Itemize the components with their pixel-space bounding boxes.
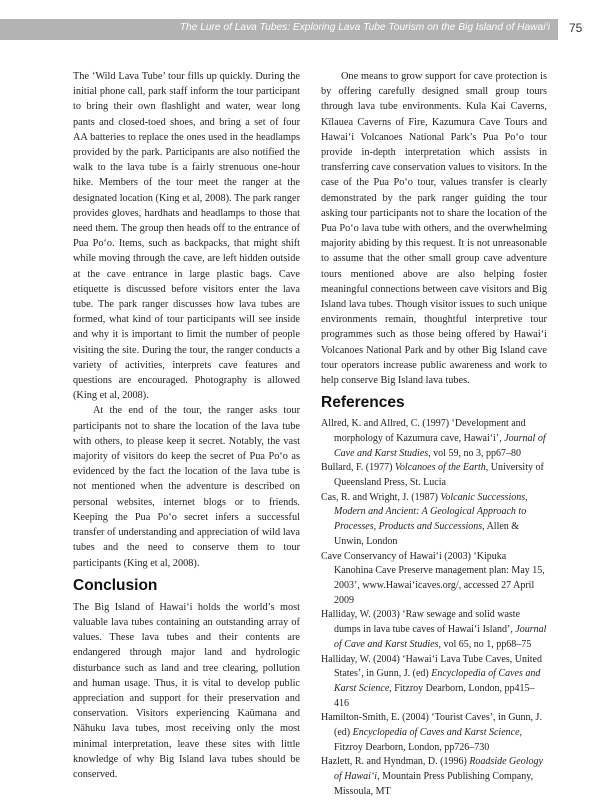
- reference-text: Halliday, W. (2004) ‘Hawai‘i Lava Tube Caves, United States’, in Gunn, J. (ed): [321, 653, 542, 680]
- body-paragraph: At the end of the tour, the ranger asks tour participants not to share the location of the lava tube with others, to please keep it secret. Notably, the vast majority of visitors do keep the secret of Pua Po‘o as evidenced by the fact the location of the lava tube is not mentioned when the adventure is described on personal websites, internet blogs or to friends. Keeping the Pua Po‘o secret infers a successful transfer of understanding and appreciation of wild lava tubes and the need to conserve them to tour participants (King et al, 2008).: [73, 405, 300, 569]
- reference-text: Cave Conservancy of Hawai‘i (2003) ‘Kipuka Kanohina Cave Preserve management plan: May 15, 2003’, www.Hawai‘icaves.org/, accessed 27 April 2009: [321, 550, 545, 606]
- reference-details: , Allen & Unwin, London: [334, 521, 520, 547]
- reference-title: Volcanoes of the Earth: [394, 462, 486, 474]
- conclusion-heading: Conclusion: [73, 576, 158, 594]
- reference-title: Journal of Cave and Karst Studies: [334, 624, 547, 650]
- body-paragraph: One means to grow support for cave protection is by offering carefully designed small group tours through lava tube environments. Kula Kai Caverns, Kīlauea Caverns of Fire, Kazumura Cave Tours and Hawai‘i Volcanoes National Park’s Pua Po‘o tour provide in-depth interpretation which assists in transferring cave conservation values to visitors. In the case of the Pua Po‘o tour, values transfer is clearly demonstrated by the park ranger guiding the tour asking tour participants not to share the location of the Pua Po‘o lava tube with others, and the overwhelming majority abiding by this request. It is not unreasonable to assume that the other small group cave adventure tours mentioned above are also helping foster meaningful connections between cave visitors and Big Island lava tubes. Though visitor issues to such unique environments remain, thoughtful interpretive tour programmes such as those being offered by Hawai‘i Volcanoes National Park and by other Big Island cave tour operators increase public awareness and work to help conserve Big Island lava tubes.: [321, 71, 547, 387]
- reference-item: [321, 417, 547, 461]
- reference-title: Encyclopedia of Caves and Karst Science: [334, 668, 541, 694]
- reference-text: Allred, K. and Allred, C. (1997) ‘Development and morphology of Kazumura cave, Hawai‘i’,: [321, 418, 526, 444]
- reference-details: , Mountain Press Publishing Company, Missoula, MT: [334, 771, 534, 797]
- reference-item: [321, 491, 547, 550]
- reference-details: , vol 65, no 1, pp68–75: [438, 638, 532, 650]
- right-column: [321, 69, 547, 800]
- references-heading: References: [321, 394, 405, 412]
- reference-item: [321, 711, 547, 755]
- reference-details: , Fitzroy Dearborn, London, pp726–730: [334, 727, 523, 753]
- reference-details: , University of Queensland Press, St. Lucia: [334, 462, 544, 489]
- running-header-bar: [0, 19, 558, 40]
- reference-title: Journal of Cave and Karst Studies: [334, 432, 546, 459]
- running-title: The Lure of Lava Tubes: Exploring Lava Tube Tourism on the Big Island of Hawai‘i: [179, 22, 550, 33]
- conclusion-paragraph: The Big Island of Hawai‘i holds the world’s most valuable lava tubes containing an outstanding array of values. These lava tubes and their contents are endangered through major land and hydrologic disturbance such as land and tree clearing, pollution and human usage. Thus, it is vital to develop public appreciation and support for their preservation and conservation. Visitors experiencing Kaūmana and Nāhuku lava tubes, most receiving only the most minimal interpretation, leave these sites with little knowledge of why Big Island lava tubes should be conserved.: [73, 601, 300, 780]
- reference-item: [321, 608, 547, 652]
- reference-details: , vol 59, no 3, pp67–80: [428, 447, 521, 459]
- reference-list: [321, 417, 547, 799]
- left-column: [73, 69, 300, 782]
- reference-text: Halliday, W. (2003) ‘Raw sewage and solid waste dumps in lava tube caves of Hawai‘i Island’,: [321, 609, 521, 636]
- page-number: 75: [569, 21, 583, 35]
- reference-text: Hazlett, R. and Hyndman, D. (1996): [321, 756, 470, 768]
- reference-item: [321, 653, 547, 712]
- reference-details: , Fitzroy Dearborn, London, pp415–416: [334, 682, 535, 709]
- reference-title: Encyclopedia of Caves and Karst Science: [352, 727, 520, 739]
- reference-item: [321, 550, 547, 609]
- reference-text: Hamilton-Smith, E. (2004) ‘Tourist Caves’, in Gunn, J. (ed): [321, 712, 542, 739]
- reference-item: [321, 461, 547, 490]
- reference-item: [321, 755, 547, 799]
- reference-text: Bullard, F. (1977): [321, 462, 395, 474]
- reference-text: Cas, R. and Wright, J. (1987): [321, 491, 441, 503]
- body-paragraph: The ‘Wild Lava Tube’ tour fills up quickly. During the initial phone call, park staff inform the tour participant to bring their own flashlight and water, wear long pants and closed-toed shoes, and bring a set of four AA batteries to replace the ones used in the headlamps provided by the park. Participants are also notified the walk to the lava tube is a fairly strenuous one-hour hike. Members of the tour meet the ranger at the designated location (King et al, 2008). The park ranger provides gloves, hardhats and headlamps to those that need them. The group then heads off to the entrance of Pua Po‘o. Items, such as backpacks, that might shift while moving through the cave, are left hidden outside at the cave entrance in large plastic bags. Cave etiquette is discussed before visitors enter the lava tube. The park ranger discusses how lava tubes are formed, what kind of tour participants will see inside and why it is important to limit the number of people visiting the site. During the tour, the ranger conducts a variety of activities, interprets cave features and questions are encouraged. Photography is allowed (King et al, 2008).: [73, 71, 300, 402]
- reference-title: Roadside Geology of Hawai‘i: [334, 756, 543, 783]
- reference-title: Volcanic Successions, Modern and Ancient: A Geological Approach to Processes, Products and Successions: [334, 491, 528, 533]
